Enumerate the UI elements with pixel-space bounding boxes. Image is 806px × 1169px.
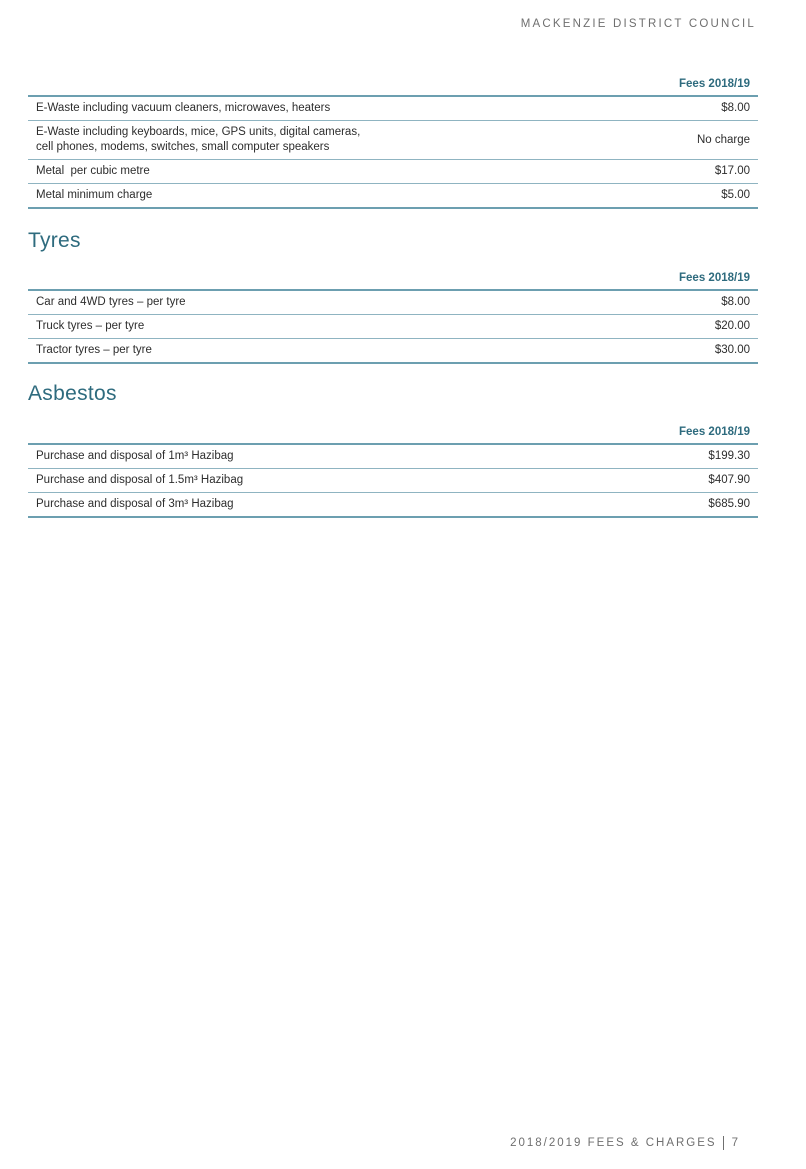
- item-description: Car and 4WD tyres – per tyre: [28, 290, 602, 315]
- fee-value: $407.90: [602, 469, 758, 493]
- item-column-header: [28, 272, 602, 290]
- table-row: [28, 493, 758, 518]
- table-row: [28, 444, 758, 469]
- item-description: Metal per cubic metre: [28, 160, 602, 184]
- item-column-header: [28, 426, 602, 444]
- table-header-row: [28, 426, 758, 444]
- item-description: Purchase and disposal of 3m³ Hazibag: [28, 493, 602, 518]
- item-description: Tractor tyres – per tyre: [28, 339, 602, 364]
- table-row: [28, 184, 758, 209]
- table-row: [28, 96, 758, 121]
- table-row: [28, 315, 758, 339]
- fee-value: $685.90: [602, 493, 758, 518]
- fee-value: $8.00: [602, 96, 758, 121]
- page-footer: [510, 1136, 740, 1150]
- waste-fees-table: [28, 78, 758, 209]
- asbestos-fees-table: [28, 426, 758, 518]
- fee-value: $20.00: [602, 315, 758, 339]
- fee-column-header: Fees 2018/19: [602, 426, 758, 444]
- item-description: Metal minimum charge: [28, 184, 602, 209]
- fee-value: $5.00: [602, 184, 758, 209]
- fee-value: $8.00: [602, 290, 758, 315]
- item-description: Purchase and disposal of 1.5m³ Hazibag: [28, 469, 602, 493]
- fee-value: $199.30: [602, 444, 758, 469]
- table-row: [28, 469, 758, 493]
- table-row: [28, 290, 758, 315]
- section-title-tyres: Tyres: [28, 229, 81, 252]
- item-description: E-Waste including vacuum cleaners, microwaves, heaters: [28, 96, 602, 121]
- table-header-row: [28, 272, 758, 290]
- fee-value: $30.00: [602, 339, 758, 364]
- table-row: [28, 121, 758, 160]
- fee-column-header: Fees 2018/19: [602, 78, 758, 96]
- item-description: E-Waste including keyboards, mice, GPS units, digital cameras, cell phones, modems, switches, small computer speakers: [28, 121, 602, 160]
- footer-document-title: 2018/2019 FEES & CHARGES: [510, 1137, 717, 1150]
- item-description: Purchase and disposal of 1m³ Hazibag: [28, 444, 602, 469]
- header-organisation: MACKENZIE DISTRICT COUNCIL: [520, 18, 756, 30]
- fee-value: $17.00: [602, 160, 758, 184]
- tyres-fees-table: [28, 272, 758, 364]
- section-title-asbestos: Asbestos: [28, 382, 117, 405]
- fee-value: No charge: [602, 121, 758, 160]
- page-number: 7: [731, 1137, 740, 1150]
- fee-column-header: Fees 2018/19: [602, 272, 758, 290]
- item-description: Truck tyres – per tyre: [28, 315, 602, 339]
- table-header-row: [28, 78, 758, 96]
- item-column-header: [28, 78, 602, 96]
- table-row: [28, 339, 758, 364]
- footer-divider: [723, 1136, 724, 1150]
- table-row: [28, 160, 758, 184]
